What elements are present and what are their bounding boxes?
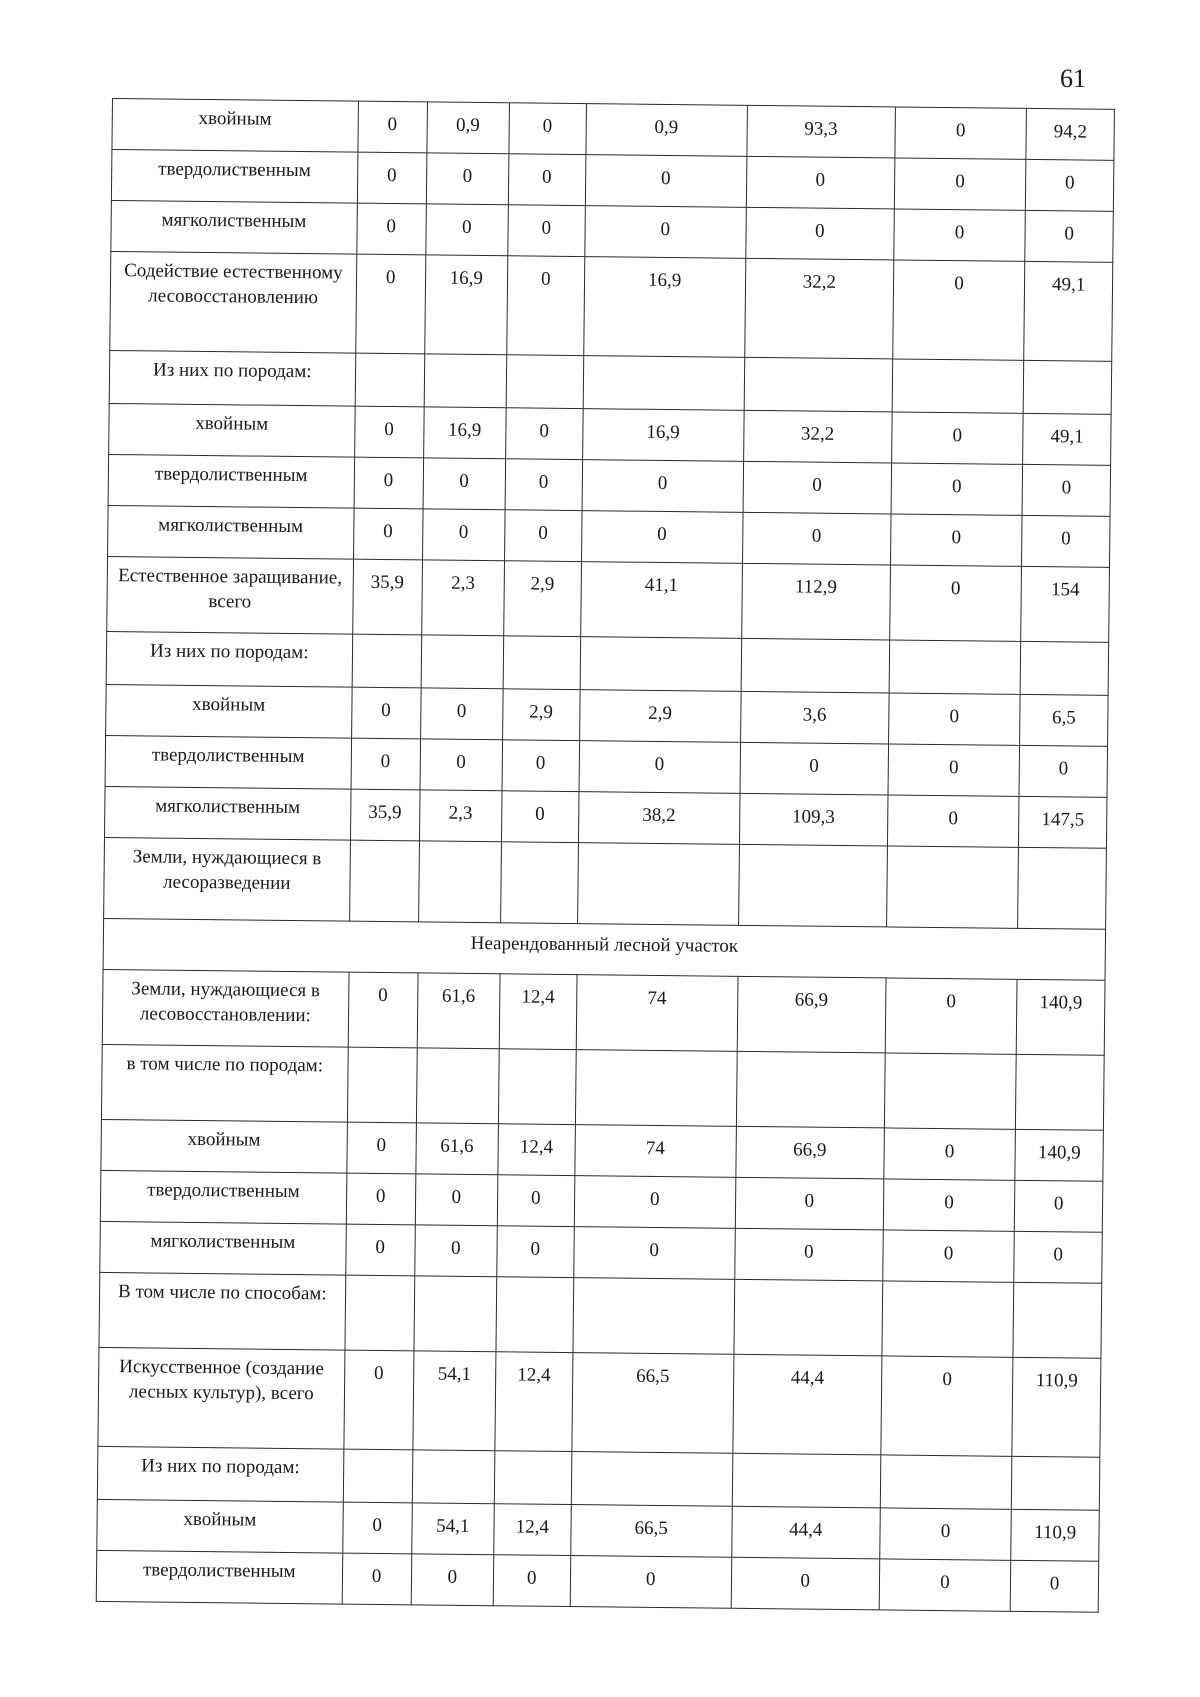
row-label: хвойным — [101, 1119, 347, 1173]
table-body — [96, 99, 1114, 1613]
table-cell — [416, 1048, 499, 1124]
table-cell: 0 — [734, 1228, 883, 1281]
table-cell: 49,1 — [1024, 261, 1113, 361]
table-cell: 0 — [508, 205, 585, 257]
table-cell: 16,9 — [424, 255, 507, 355]
table-cell: 0 — [420, 739, 503, 791]
row-label: В том числе по способам: — [99, 1272, 345, 1350]
row-label: Содействие естественному лесовосстановлению — [110, 251, 357, 353]
table-cell — [347, 1047, 417, 1123]
table-cell: 54,1 — [411, 1503, 494, 1555]
table-cell: 16,9 — [423, 407, 506, 459]
table-cell: 0 — [746, 207, 895, 260]
table-cell: 0 — [356, 203, 426, 255]
table-cell: 49,1 — [1023, 413, 1111, 465]
row-label: мягколиственным — [104, 786, 350, 840]
row-label: Из них по породам: — [106, 631, 352, 687]
table-cell: 0 — [422, 509, 505, 561]
table-row — [110, 251, 1113, 361]
table-cell — [494, 1451, 571, 1505]
row-label: твердолиственным — [108, 454, 354, 508]
row-label: Из них по породам: — [97, 1446, 343, 1502]
table-cell: 0 — [879, 1559, 1011, 1611]
table-cell: 0 — [354, 457, 424, 509]
table-cell — [571, 1452, 733, 1507]
table-cell: 0 — [884, 1128, 1016, 1180]
table-cell — [345, 1275, 415, 1351]
table-cell: 0 — [351, 687, 421, 739]
table-cell: 0 — [573, 1227, 735, 1280]
table-cell — [577, 843, 739, 926]
table-cell: 74 — [576, 975, 738, 1052]
table-cell: 54,1 — [413, 1351, 496, 1451]
table-cell — [355, 353, 425, 407]
table-cell: 0,9 — [585, 104, 747, 157]
table-cell — [1013, 1282, 1102, 1358]
table-cell: 0 — [507, 256, 585, 356]
table-cell: 0 — [892, 260, 1025, 360]
table-cell: 0 — [501, 791, 578, 843]
table-cell: 0 — [342, 1553, 412, 1605]
table-cell: 0 — [889, 565, 1021, 641]
section-header: Неарендованный лесной участок — [103, 918, 1105, 980]
table-cell: 35,9 — [350, 789, 420, 841]
table-cell: 0 — [882, 1230, 1014, 1282]
table-cell: 0 — [342, 1502, 412, 1554]
table-cell: 12,4 — [498, 1124, 575, 1176]
table-cell: 0 — [425, 204, 508, 256]
table-cell — [886, 846, 1018, 928]
table-cell: 35,9 — [352, 559, 422, 635]
table-cell: 0 — [1022, 515, 1110, 567]
table-cell: 2,9 — [579, 690, 741, 743]
table-row — [98, 1347, 1101, 1457]
table-cell: 0 — [746, 156, 895, 209]
table-cell: 0 — [351, 738, 421, 790]
table-cell — [580, 637, 742, 692]
table-cell: 0 — [582, 460, 744, 513]
table-cell: 0 — [731, 1557, 880, 1610]
table-cell — [500, 842, 578, 924]
table-cell — [343, 1449, 413, 1503]
table-cell: 16,9 — [583, 257, 745, 358]
table-cell: 0 — [885, 978, 1017, 1054]
table-cell: 0 — [508, 154, 585, 206]
table-cell: 0 — [1015, 1180, 1103, 1232]
table-cell — [882, 1281, 1014, 1357]
table-cell: 44,4 — [733, 1354, 882, 1455]
table-cell: 0 — [497, 1175, 574, 1227]
row-label: хвойным — [109, 403, 355, 457]
table-cell — [418, 841, 501, 923]
table-cell — [738, 844, 887, 927]
table-cell — [575, 1050, 737, 1127]
table-cell: 0 — [504, 510, 581, 562]
table-cell — [414, 1276, 497, 1352]
row-label: твердолиственным — [96, 1550, 342, 1604]
table-cell: 0 — [883, 1179, 1015, 1231]
table-cell — [732, 1453, 881, 1508]
table-cell: 0 — [505, 408, 582, 460]
row-label: твердолиственным — [100, 1170, 346, 1224]
table-cell: 0 — [895, 107, 1027, 159]
table-cell: 3,6 — [740, 691, 889, 744]
table-cell: 0 — [505, 459, 582, 511]
table-cell — [741, 638, 890, 693]
table-cell — [1023, 360, 1111, 414]
table-cell — [496, 1277, 574, 1353]
row-label: Земли, нуждающиеся в лесоразведении — [104, 837, 350, 921]
table-cell: 0 — [426, 153, 509, 205]
table-cell — [424, 354, 507, 408]
table-cell: 0 — [581, 511, 743, 564]
row-label: Искусственное (создание лесных культур), всего — [98, 1347, 345, 1449]
table-cell: 0 — [740, 742, 889, 795]
row-label: хвойным — [106, 684, 352, 738]
table-cell — [892, 359, 1024, 413]
table-cell: 140,9 — [1016, 979, 1105, 1055]
table-cell: 0 — [879, 1508, 1011, 1560]
table-cell: 0 — [1014, 1231, 1102, 1283]
table-cell: 110,9 — [1011, 1509, 1099, 1561]
table-cell: 12,4 — [494, 1504, 571, 1556]
table-cell: 109,3 — [739, 793, 888, 846]
table-row — [99, 1272, 1102, 1358]
row-label: Из них по породам: — [109, 350, 355, 406]
table-cell: 61,6 — [416, 1123, 499, 1175]
table-cell: 147,5 — [1019, 796, 1107, 848]
table-cell — [734, 1279, 883, 1356]
row-label: твердолиственным — [105, 735, 351, 789]
table-cell: 6,5 — [1020, 694, 1108, 746]
table-cell: 0 — [346, 1173, 416, 1225]
table-row — [96, 1550, 1098, 1612]
row-label: хвойным — [97, 1499, 343, 1553]
table-cell: 0 — [742, 512, 891, 565]
row-label: мягколиственным — [111, 200, 357, 254]
table-cell — [573, 1278, 735, 1355]
table-cell — [421, 635, 504, 689]
table-cell: 66,9 — [736, 1126, 885, 1179]
table-cell: 0 — [888, 693, 1020, 745]
table-cell: 0 — [343, 1350, 413, 1450]
table-cell: 0 — [735, 1177, 884, 1230]
page-number: 61 — [1060, 64, 1086, 93]
row-label: Земли, нуждающиеся в лесовосстановлении: — [102, 969, 348, 1047]
table-cell: 0 — [357, 152, 427, 204]
table-cell — [412, 1450, 495, 1504]
table-cell: 0 — [345, 1224, 415, 1276]
row-label: мягколиственным — [100, 1221, 346, 1275]
table-cell: 32,2 — [744, 258, 893, 359]
table-cell: 110,9 — [1012, 1357, 1101, 1457]
table-cell: 16,9 — [582, 409, 744, 462]
table-cell: 2,9 — [504, 561, 582, 637]
table-cell: 0 — [1010, 1560, 1098, 1612]
table-cell — [352, 634, 422, 688]
table-row — [101, 1044, 1104, 1130]
table-cell: 2,9 — [502, 689, 579, 741]
table-cell — [736, 1051, 885, 1128]
table-cell: 154 — [1021, 566, 1110, 642]
table-cell: 0 — [423, 458, 506, 510]
table-cell: 112,9 — [741, 563, 890, 640]
table-cell: 0 — [355, 254, 425, 354]
table-cell — [503, 636, 580, 690]
table-cell — [1018, 847, 1107, 929]
table-cell: 0 — [1026, 159, 1114, 211]
table-cell — [583, 356, 745, 411]
table-cell: 0 — [502, 740, 579, 792]
table-cell — [1016, 1054, 1105, 1130]
table-cell: 0 — [890, 514, 1022, 566]
table-cell — [744, 357, 893, 412]
table-cell: 61,6 — [417, 973, 500, 1049]
row-label: мягколиственным — [108, 505, 354, 559]
table-cell — [506, 355, 583, 409]
table-cell: 12,4 — [499, 974, 577, 1050]
table-row — [104, 837, 1107, 929]
table-cell: 0 — [891, 412, 1023, 464]
table-cell — [884, 1053, 1016, 1129]
table-cell: 0 — [570, 1556, 732, 1609]
table-cell: 0 — [348, 972, 418, 1048]
table-cell: 38,2 — [578, 792, 740, 845]
forest-restoration-table-wrapper — [96, 98, 1115, 1613]
table-cell — [1012, 1456, 1100, 1510]
forest-restoration-table — [96, 98, 1115, 1613]
table-cell: 0 — [585, 155, 747, 208]
table-cell: 0 — [346, 1122, 416, 1174]
table-row — [102, 969, 1105, 1055]
table-cell: 0 — [888, 744, 1020, 796]
table-cell: 41,1 — [580, 562, 742, 639]
table-cell: 0 — [497, 1226, 574, 1278]
table-cell: 12,4 — [495, 1352, 573, 1452]
table-cell: 0 — [420, 688, 503, 740]
table-cell: 93,3 — [747, 105, 896, 158]
row-label: в том числе по породам: — [101, 1044, 347, 1122]
table-cell: 0 — [887, 795, 1019, 847]
table-cell: 0 — [894, 158, 1026, 210]
table-cell: 2,3 — [419, 790, 502, 842]
table-cell: 0 — [881, 1356, 1014, 1456]
table-cell — [498, 1049, 576, 1125]
table-cell: 0 — [893, 209, 1025, 261]
table-cell: 32,2 — [743, 410, 892, 463]
table-cell — [349, 840, 419, 922]
table-cell — [889, 640, 1021, 694]
table-cell: 66,5 — [571, 1353, 733, 1454]
table-cell: 0 — [509, 103, 586, 155]
table-cell: 0 — [353, 508, 423, 560]
table-cell: 0 — [579, 741, 741, 794]
table-cell: 66,5 — [570, 1505, 732, 1558]
table-cell: 0 — [411, 1554, 494, 1606]
table-cell: 0 — [414, 1225, 497, 1277]
table-row — [107, 556, 1110, 642]
table-cell: 0 — [354, 406, 424, 458]
table-cell: 0,9 — [427, 102, 510, 154]
table-cell: 94,2 — [1026, 108, 1114, 160]
table-cell: 66,9 — [737, 976, 886, 1053]
table-cell — [880, 1455, 1012, 1509]
table-cell: 0 — [743, 461, 892, 514]
table-cell: 44,4 — [731, 1506, 880, 1559]
row-label: хвойным — [112, 99, 358, 153]
table-cell: 0 — [357, 101, 427, 153]
table-cell: 140,9 — [1015, 1129, 1103, 1181]
table-cell: 0 — [891, 463, 1023, 515]
table-cell: 0 — [584, 206, 746, 259]
table-cell: 2,3 — [421, 560, 504, 636]
table-cell: 0 — [1022, 464, 1110, 516]
table-cell: 0 — [1025, 210, 1113, 262]
row-label: твердолиственным — [111, 150, 357, 204]
table-cell: 0 — [1019, 745, 1107, 797]
table-cell — [1020, 641, 1108, 695]
row-label: Естественное заращивание, всего — [107, 556, 353, 634]
table-cell: 0 — [415, 1174, 498, 1226]
table-cell: 0 — [493, 1555, 570, 1607]
table-cell: 74 — [574, 1125, 736, 1178]
table-cell: 0 — [574, 1176, 736, 1229]
